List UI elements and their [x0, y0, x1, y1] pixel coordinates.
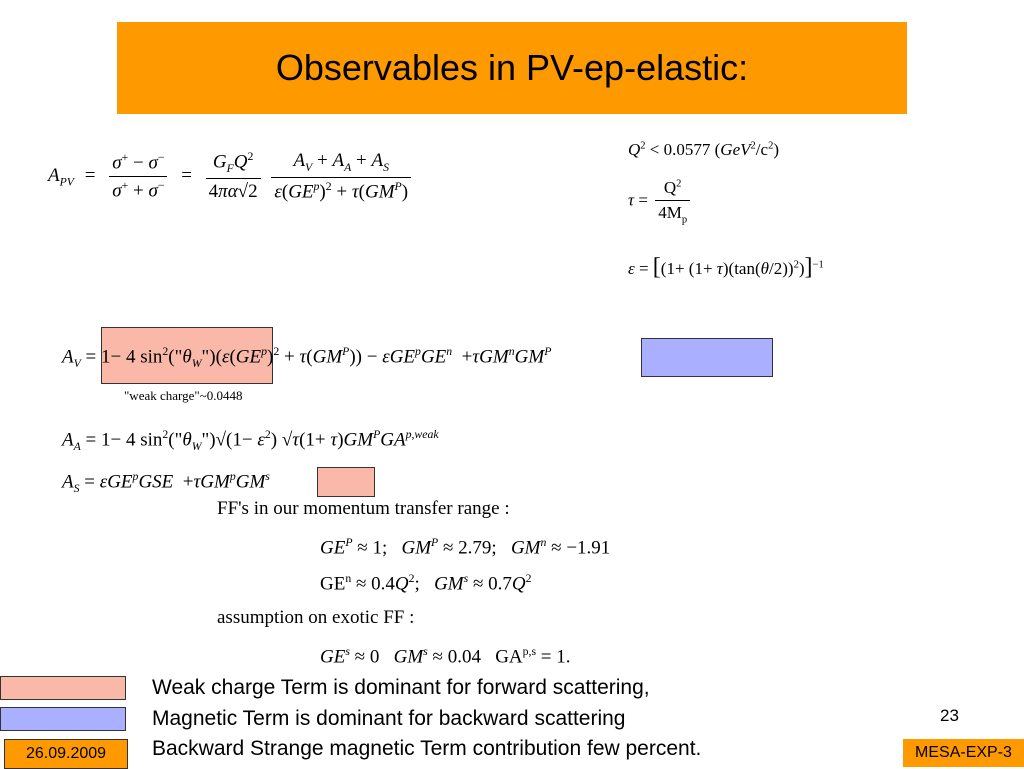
ff-values-2: $GE^n \approx 0.4Q^2$; $GM^s \approx 0.7Q^2$	[320, 572, 532, 595]
magnetic-term-highlight	[641, 338, 773, 377]
legend-swatch-magnetic	[0, 707, 126, 731]
legend-text-weak: Weak charge Term is dominant for forward scattering,	[152, 676, 650, 699]
title-banner	[117, 22, 907, 114]
formula-apv: $A_{PV}$ = $\frac{\sigma^+ - \sigma^-}{\sigma^+ + \sigma^-}$ = $\frac{G_FQ^2}{4\pi\alpha√2}$ $\frac{A_V + A_A + A_S}{\varepsilon(GE^p)^2 + \tau(GM^P)}$	[48, 150, 414, 203]
assumption-values: $GE^s \approx 0$ $GM^s \approx 0.04$ GA$^{p,s}$ = 1.	[320, 645, 571, 668]
weak-charge-label: "weak charge"~0.0448	[124, 388, 243, 403]
formula-q2: $Q^2 < 0.0577$ $(GeV^2/c^2)$	[628, 140, 779, 159]
assumption-label: assumption on exotic FF :	[217, 607, 415, 628]
formula-epsilon: $\varepsilon = [(1+ (1+ \tau)(\tan(\theta/2))^2)]^{-1}$	[628, 254, 824, 280]
legend-text-magnetic: Magnetic Term is dominant for backward scattering	[152, 707, 626, 730]
formula-tau: τ = $\frac{Q^2}{4M_p}$	[628, 178, 693, 225]
ff-values-1: $GE^P \approx 1$; $GM^P \approx 2.79$; $GM^n \approx -1.91$	[320, 536, 611, 559]
formula-aa: $A_A = 1- 4$ $\sin^2("\theta_W")√(1- \varepsilon^2)$ $√\tau(1+ \tau)GM^PGA^{p,weak}$	[62, 428, 439, 454]
footer-tag: MESA-EXP-3	[903, 739, 1024, 767]
strange-magnetic-highlight	[317, 467, 375, 497]
footer-date: 26.09.2009	[4, 739, 128, 769]
ff-range-label: FF's in our momentum transfer range :	[217, 498, 510, 519]
slide-title: Observables in PV-ep-elastic:	[275, 47, 749, 88]
formula-av: $A_V = 1- 4$ $\sin^2("\theta_W")(\varepsilon(GE^p)^2 + \tau(GM^P)) - \varepsilon GE^pGE^n +\tau GM^nGM^P$	[62, 345, 552, 371]
legend-text-strange: Backward Strange magnetic Term contribution few percent.	[152, 737, 702, 760]
page-number: 23	[940, 706, 959, 725]
legend-swatch-weak	[0, 676, 126, 700]
formula-as: $A_S = \varepsilon GE^pGSE +\tau GM^pGM^s$	[62, 470, 270, 496]
